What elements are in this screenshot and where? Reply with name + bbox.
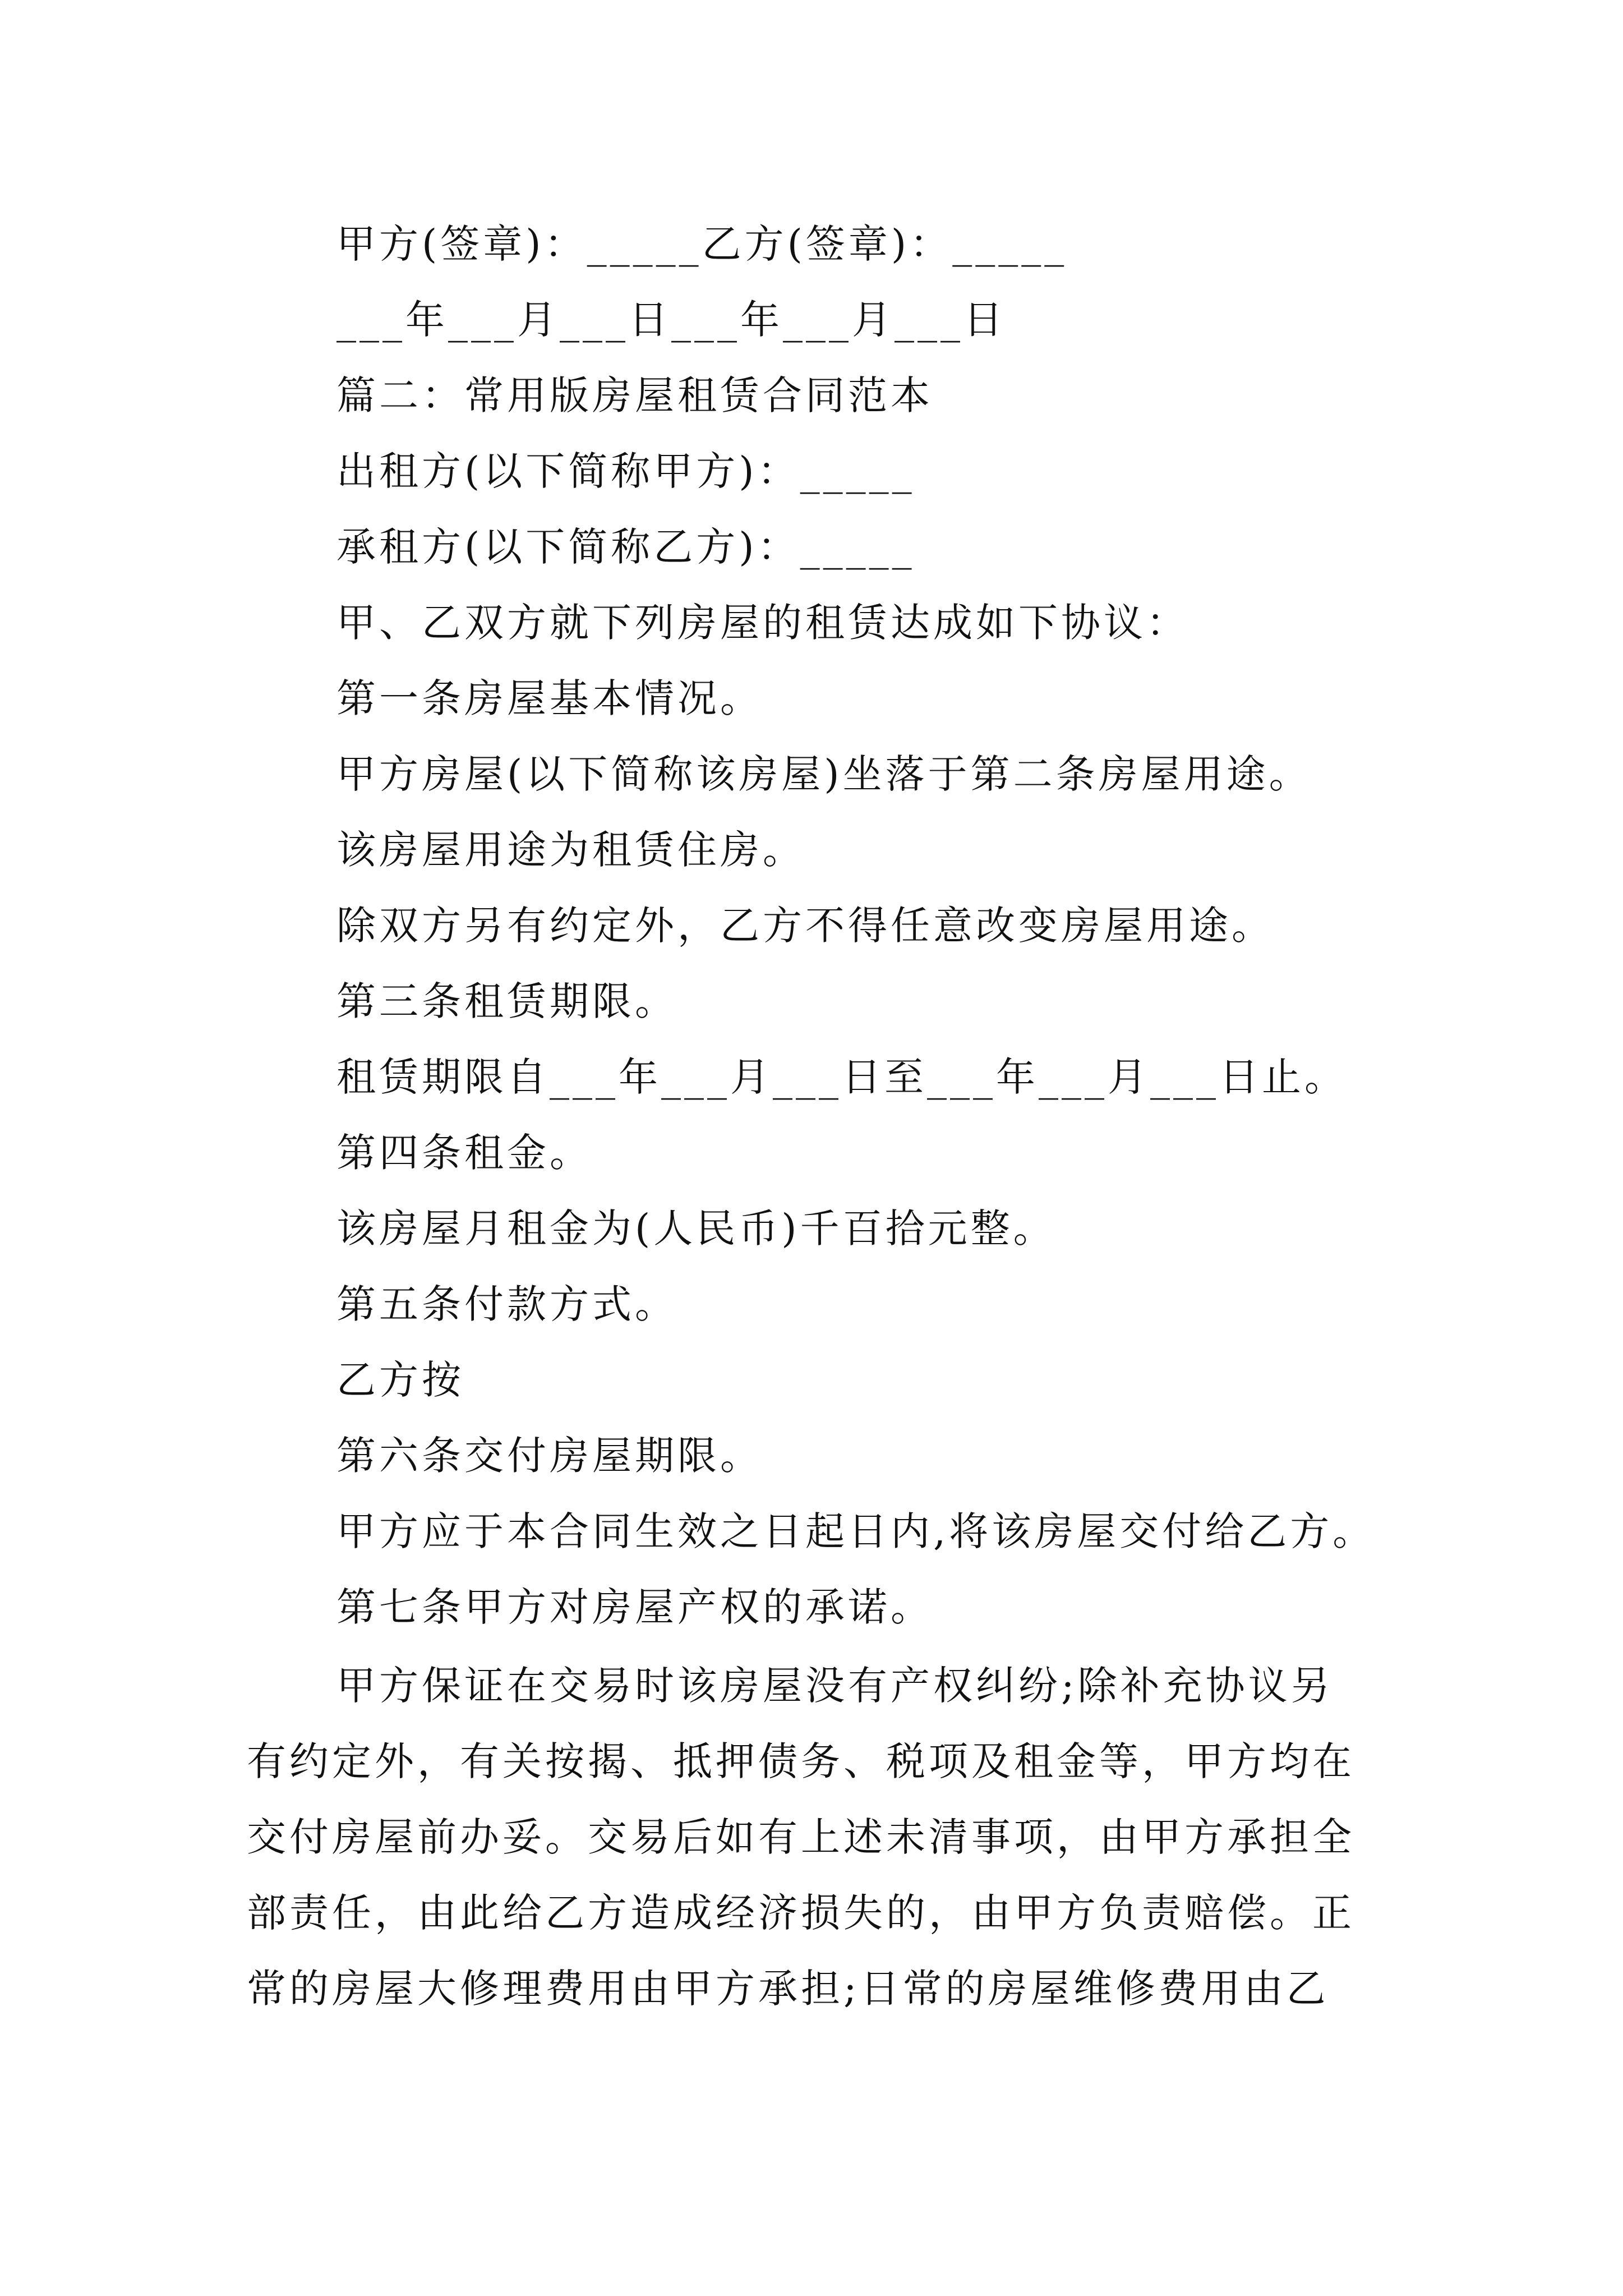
article-6-text: 甲方应于本合同生效之日起日内,将该房屋交付给乙方。: [336, 1508, 1376, 1554]
article-2-note: 除双方另有约定外，乙方不得任意改变房屋用途。: [336, 903, 1274, 949]
article-4-title: 第四条租金。: [336, 1130, 592, 1176]
article-7-title: 第七条甲方对房屋产权的承诺。: [336, 1584, 933, 1630]
lessor-line: 出租方(以下简称甲方)：_____: [336, 448, 915, 494]
article-3-text: 租赁期限自___年___月___日至___年___月___日止。: [336, 1054, 1347, 1100]
agreement-intro: 甲、乙双方就下列房屋的租赁达成如下协议：: [336, 600, 1189, 646]
article-2-text: 该房屋用途为租赁住房。: [336, 827, 805, 873]
article-7-paragraph-line: 甲方保证在交易时该房屋没有产权纠纷;除补充协议另: [336, 1663, 1334, 1709]
signature-line: 甲方(签章)：_____乙方(签章)：_____: [336, 221, 1068, 267]
lessee-line: 承租方(以下简称乙方)：_____: [336, 524, 915, 570]
article-7-paragraph-line: 部责任，由此给乙方造成经济损失的，由甲方负责赔偿。正: [247, 1890, 1355, 1936]
article-4-text: 该房屋月租金为(人民币)千百拾元整。: [336, 1205, 1056, 1251]
article-1-title: 第一条房屋基本情况。: [336, 675, 763, 721]
section-title: 篇二：常用版房屋租赁合同范本: [336, 372, 933, 418]
article-5-title: 第五条付款方式。: [336, 1281, 677, 1327]
article-6-title: 第六条交付房屋期限。: [336, 1433, 763, 1479]
article-7-paragraph-line: 有约定外，有关按揭、抵押债务、税项及租金等，甲方均在: [247, 1738, 1355, 1784]
date-line: ___年___月___日___年___月___日: [336, 297, 1006, 343]
article-1-text: 甲方房屋(以下简称该房屋)坐落于第二条房屋用途。: [336, 751, 1312, 797]
article-5-text: 乙方按: [336, 1357, 464, 1403]
article-3-title: 第三条租赁期限。: [336, 978, 677, 1024]
article-7-paragraph-line: 常的房屋大修理费用由甲方承担;日常的房屋维修费用由乙: [247, 1966, 1329, 2012]
article-7-paragraph-line: 交付房屋前办妥。交易后如有上述未清事项，由甲方承担全: [247, 1814, 1355, 1860]
